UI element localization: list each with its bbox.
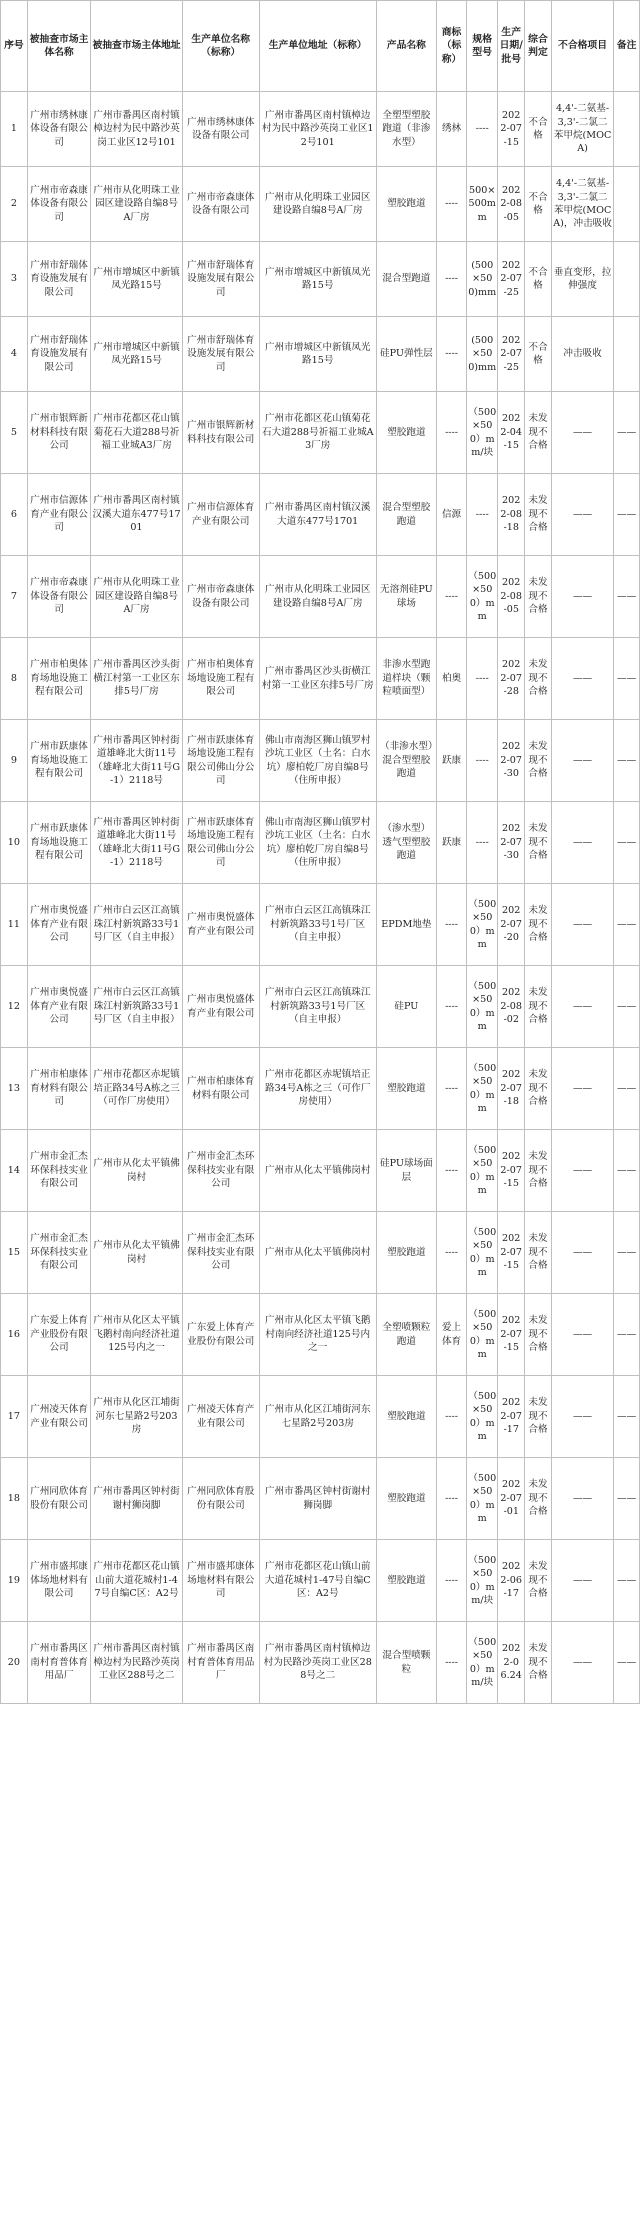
cell-fail-items: —— (551, 392, 613, 474)
cell-producer: 广州市信源体育产业有限公司 (182, 474, 259, 556)
cell-product: 硅PU (376, 966, 436, 1048)
cell-note: —— (614, 638, 640, 720)
cell-verdict: 未发现不合格 (525, 474, 552, 556)
cell-address: 广州市番禺区南村镇樟边村为民中路沙英岗工业区12号101 (91, 92, 182, 167)
cell-fail-items: —— (551, 1294, 613, 1376)
cell-no: 16 (1, 1294, 28, 1376)
cell-producer-address: 广州市白云区江高镇珠江村新筑路33号1号厂区（自主申报） (259, 884, 376, 966)
cell-address: 广州市番禺区南村镇樟边村为民路沙英岗工业区288号之二 (91, 1622, 182, 1704)
cell-spec: ---- (467, 638, 498, 720)
cell-product: 硅PU球场面层 (376, 1130, 436, 1212)
cell-spec: （500×500）mm/块 (467, 1622, 498, 1704)
cell-no: 17 (1, 1376, 28, 1458)
cell-fail-items: 4,4'-二氨基-3,3'-二氯二苯甲烷(MOCA)，冲击吸收 (551, 167, 613, 242)
cell-producer-address: 广州市花都区花山镇山前大道花城村1-47号自编C区：A2号 (259, 1540, 376, 1622)
table-row (1, 1622, 640, 1704)
cell-producer-address: 佛山市南海区狮山镇罗村沙坑工业区（土名：白水坑）廖柏乾厂房自编8号（住所申报） (259, 720, 376, 802)
cell-date: 2022-07-25 (498, 317, 525, 392)
table-row (1, 167, 640, 242)
cell-address: 广州市番禺区南村镇汉溪大道东477号1701 (91, 474, 182, 556)
cell-address: 广州市花都区花山镇菊花石大道288号祈福工业城A3厂房 (91, 392, 182, 474)
header-row (1, 1, 640, 92)
cell-fail-items: —— (551, 474, 613, 556)
cell-brand: ---- (437, 242, 467, 317)
cell-subject: 广州市舒瑞体育设施发展有限公司 (27, 317, 91, 392)
cell-no: 9 (1, 720, 28, 802)
cell-fail-items: —— (551, 884, 613, 966)
cell-product: 塑胶跑道 (376, 392, 436, 474)
cell-verdict: 未发现不合格 (525, 720, 552, 802)
cell-spec: ---- (467, 474, 498, 556)
cell-date: 2022-08-05 (498, 556, 525, 638)
cell-product: 塑胶跑道 (376, 1212, 436, 1294)
cell-note: —— (614, 1130, 640, 1212)
cell-no: 1 (1, 92, 28, 167)
cell-no: 15 (1, 1212, 28, 1294)
cell-product: 硅PU弹性层 (376, 317, 436, 392)
cell-fail-items: 冲击吸收 (551, 317, 613, 392)
cell-date: 2022-07-25 (498, 242, 525, 317)
cell-spec: （500×500）mm/块 (467, 392, 498, 474)
cell-address: 广州市增城区中新镇凤光路15号 (91, 317, 182, 392)
cell-spec: （500×500）mm (467, 1294, 498, 1376)
cell-verdict: 不合格 (525, 242, 552, 317)
cell-verdict: 未发现不合格 (525, 1376, 552, 1458)
cell-brand: 爱上体育 (437, 1294, 467, 1376)
table-row (1, 242, 640, 317)
cell-producer: 广州市帝森康体设备有限公司 (182, 167, 259, 242)
cell-producer-address: 广州市番禺区南村镇汉溪大道东477号1701 (259, 474, 376, 556)
cell-producer-address: 广州市番禺区钟村街谢村狮岗脚 (259, 1458, 376, 1540)
cell-note: —— (614, 1622, 640, 1704)
cell-subject: 广东爱上体育产业股份有限公司 (27, 1294, 91, 1376)
cell-verdict: 不合格 (525, 167, 552, 242)
cell-date: 2022-07-30 (498, 720, 525, 802)
cell-spec: (500×500)mm (467, 242, 498, 317)
cell-product: 混合型塑胶跑道 (376, 474, 436, 556)
cell-product: 塑胶跑道 (376, 1540, 436, 1622)
cell-producer: 广州凌天体育产业有限公司 (182, 1376, 259, 1458)
cell-address: 广州市从化太平镇佛岗村 (91, 1212, 182, 1294)
header-fail-items: 不合格项目 (551, 1, 613, 92)
cell-no: 4 (1, 317, 28, 392)
cell-producer: 广州市金汇杰环保科技实业有限公司 (182, 1212, 259, 1294)
cell-brand: 跃康 (437, 720, 467, 802)
cell-brand: ---- (437, 1540, 467, 1622)
cell-verdict: 未发现不合格 (525, 1212, 552, 1294)
table-row (1, 1376, 640, 1458)
cell-address: 广州市从化太平镇佛岗村 (91, 1130, 182, 1212)
cell-subject: 广州市金汇杰环保科技实业有限公司 (27, 1212, 91, 1294)
cell-brand: ---- (437, 966, 467, 1048)
table-row (1, 720, 640, 802)
cell-address: 广州市从化区江埔街河东七星路2号203房 (91, 1376, 182, 1458)
cell-address: 广州市从化明珠工业园区建设路自编8号A厂房 (91, 167, 182, 242)
cell-address: 广州市番禺区钟村街道雄峰北大街11号（雄峰北大街11号G-1）2118号 (91, 720, 182, 802)
table-row (1, 1130, 640, 1212)
cell-brand: ---- (437, 1130, 467, 1212)
cell-spec: ---- (467, 802, 498, 884)
cell-product: EPDM地垫 (376, 884, 436, 966)
cell-brand: ---- (437, 392, 467, 474)
cell-producer-address: 广州市番禺区南村镇樟边村为民路沙英岗工业区288号之二 (259, 1622, 376, 1704)
cell-producer-address: 广州市从化太平镇佛岗村 (259, 1130, 376, 1212)
cell-brand: 跃康 (437, 802, 467, 884)
cell-producer-address: 广州市从化区江埔街河东七星路2号203房 (259, 1376, 376, 1458)
cell-brand: ---- (437, 1458, 467, 1540)
table-row (1, 1212, 640, 1294)
cell-subject: 广州市柏康体育材料有限公司 (27, 1048, 91, 1130)
cell-spec: ---- (467, 720, 498, 802)
cell-date: 2022-04-15 (498, 392, 525, 474)
cell-producer: 广州市跃康体育场地设施工程有限公司佛山分公司 (182, 720, 259, 802)
cell-date: 2022-07-20 (498, 884, 525, 966)
cell-no: 7 (1, 556, 28, 638)
cell-date: 2022-07-15 (498, 1212, 525, 1294)
cell-producer: 广州市柏康体育材料有限公司 (182, 1048, 259, 1130)
cell-note: —— (614, 720, 640, 802)
cell-subject: 广州市金汇杰环保科技实业有限公司 (27, 1130, 91, 1212)
header-producer-address: 生产单位地址（标称） (259, 1, 376, 92)
cell-producer: 广州市绣林康体设备有限公司 (182, 92, 259, 167)
cell-subject: 广州同欣体育股份有限公司 (27, 1458, 91, 1540)
cell-spec: （500×500）mm (467, 556, 498, 638)
table-row (1, 392, 640, 474)
cell-product: 塑胶跑道 (376, 1376, 436, 1458)
cell-no: 6 (1, 474, 28, 556)
cell-producer-address: 广州市从化明珠工业园区建设路自编8号A厂房 (259, 556, 376, 638)
cell-subject: 广州市帝森康体设备有限公司 (27, 556, 91, 638)
cell-subject: 广州市跃康体育场地设施工程有限公司 (27, 802, 91, 884)
cell-producer-address: 广州市白云区江高镇珠江村新筑路33号1号厂区（自主申报） (259, 966, 376, 1048)
cell-producer: 广东爱上体育产业股份有限公司 (182, 1294, 259, 1376)
cell-verdict: 未发现不合格 (525, 884, 552, 966)
cell-subject: 广州市奥悦盛体育产业有限公司 (27, 966, 91, 1048)
cell-spec: （500×500）mm/块 (467, 1540, 498, 1622)
cell-producer-address: 广州市花都区赤坭镇培正路34号A栋之三（可作厂房使用） (259, 1048, 376, 1130)
cell-product: （渗水型）透气型塑胶跑道 (376, 802, 436, 884)
cell-no: 10 (1, 802, 28, 884)
cell-producer: 广州同欣体育股份有限公司 (182, 1458, 259, 1540)
cell-producer-address: 广州市增城区中新镇凤光路15号 (259, 317, 376, 392)
cell-date: 2022-07-15 (498, 92, 525, 167)
cell-spec: （500×500）mm (467, 1458, 498, 1540)
cell-note: —— (614, 1376, 640, 1458)
table-row (1, 638, 640, 720)
cell-subject: 广州市番禺区南村育普体育用品厂 (27, 1622, 91, 1704)
cell-subject: 广州市帝森康体设备有限公司 (27, 167, 91, 242)
cell-product: 非渗水型跑道样块（颗粒喷面型） (376, 638, 436, 720)
cell-producer-address: 广州市从化区太平镇飞鹅村南向经济社道125号内之一 (259, 1294, 376, 1376)
cell-date: 2022-06-17 (498, 1540, 525, 1622)
cell-date: 2022-07-15 (498, 1130, 525, 1212)
cell-subject: 广州市盛邦康体场地材料有限公司 (27, 1540, 91, 1622)
cell-producer-address: 广州市从化明珠工业园区建设路自编8号A厂房 (259, 167, 376, 242)
header-product: 产品名称 (376, 1, 436, 92)
cell-product: 全塑喷颗粒跑道 (376, 1294, 436, 1376)
cell-product: 混合型跑道 (376, 242, 436, 317)
cell-product: 无溶剂硅PU球场 (376, 556, 436, 638)
cell-no: 3 (1, 242, 28, 317)
cell-verdict: 未发现不合格 (525, 1048, 552, 1130)
cell-spec: （500×500）mm (467, 884, 498, 966)
cell-producer-address: 广州市花都区花山镇菊花石大道288号祈福工业城A3厂房 (259, 392, 376, 474)
cell-spec: （500×500）mm (467, 1376, 498, 1458)
cell-product: （非渗水型）混合型塑胶跑道 (376, 720, 436, 802)
cell-brand: ---- (437, 1376, 467, 1458)
cell-verdict: 未发现不合格 (525, 392, 552, 474)
cell-note: —— (614, 884, 640, 966)
cell-address: 广州市从化区太平镇飞鹅村南向经济社道125号内之一 (91, 1294, 182, 1376)
cell-date: 2022-08-18 (498, 474, 525, 556)
cell-brand: 柏奥 (437, 638, 467, 720)
cell-fail-items: —— (551, 556, 613, 638)
cell-brand: ---- (437, 317, 467, 392)
cell-subject: 广州市绣林康体设备有限公司 (27, 92, 91, 167)
table-row (1, 317, 640, 392)
cell-producer-address: 佛山市南海区狮山镇罗村沙坑工业区（土名：白水坑）廖柏乾厂房自编8号（住所申报） (259, 802, 376, 884)
cell-address: 广州市花都区花山镇山前大道花城村1-47号自编C区：A2号 (91, 1540, 182, 1622)
cell-address: 广州市白云区江高镇珠江村新筑路33号1号厂区（自主申报） (91, 884, 182, 966)
cell-date: 2022-07-18 (498, 1048, 525, 1130)
cell-date: 2022-07-28 (498, 638, 525, 720)
cell-spec: （500×500）mm (467, 1130, 498, 1212)
cell-no: 14 (1, 1130, 28, 1212)
cell-producer: 广州市盛邦康体场地材料有限公司 (182, 1540, 259, 1622)
cell-product: 塑胶跑道 (376, 167, 436, 242)
cell-note: —— (614, 1294, 640, 1376)
cell-product: 塑胶跑道 (376, 1458, 436, 1540)
cell-producer: 广州市帝森康体设备有限公司 (182, 556, 259, 638)
cell-verdict: 未发现不合格 (525, 1540, 552, 1622)
cell-verdict: 未发现不合格 (525, 1294, 552, 1376)
cell-producer: 广州市金汇杰环保科技实业有限公司 (182, 1130, 259, 1212)
cell-subject: 广州市银辉新材料科技有限公司 (27, 392, 91, 474)
cell-date: 2022-07-30 (498, 802, 525, 884)
cell-brand: ---- (437, 556, 467, 638)
cell-note: —— (614, 1540, 640, 1622)
cell-date: 2022-08-05 (498, 167, 525, 242)
cell-producer: 广州市奥悦盛体育产业有限公司 (182, 884, 259, 966)
cell-no: 18 (1, 1458, 28, 1540)
cell-subject: 广州市奥悦盛体育产业有限公司 (27, 884, 91, 966)
cell-fail-items: —— (551, 1622, 613, 1704)
cell-address: 广州市番禺区沙头街横江村第一工业区东排5号厂房 (91, 638, 182, 720)
cell-fail-items: —— (551, 1130, 613, 1212)
cell-fail-items: —— (551, 1540, 613, 1622)
header-note: 备注 (614, 1, 640, 92)
cell-verdict: 未发现不合格 (525, 638, 552, 720)
cell-note (614, 167, 640, 242)
cell-no: 5 (1, 392, 28, 474)
cell-spec: ---- (467, 92, 498, 167)
cell-fail-items: —— (551, 1458, 613, 1540)
cell-no: 20 (1, 1622, 28, 1704)
cell-product: 全塑型塑胶跑道（非渗水型） (376, 92, 436, 167)
cell-note: —— (614, 474, 640, 556)
cell-note: —— (614, 1048, 640, 1130)
table-row (1, 802, 640, 884)
cell-verdict: 未发现不合格 (525, 1458, 552, 1540)
cell-verdict: 未发现不合格 (525, 966, 552, 1048)
cell-producer: 广州市奥悦盛体育产业有限公司 (182, 966, 259, 1048)
cell-producer: 广州市番禺区南村育普体育用品厂 (182, 1622, 259, 1704)
cell-no: 2 (1, 167, 28, 242)
cell-address: 广州市花都区赤坭镇培正路34号A栋之三（可作厂房使用） (91, 1048, 182, 1130)
cell-brand: ---- (437, 884, 467, 966)
table-row (1, 556, 640, 638)
cell-address: 广州市白云区江高镇珠江村新筑路33号1号厂区（自主申报） (91, 966, 182, 1048)
table-row (1, 884, 640, 966)
cell-spec: （500×500）mm (467, 966, 498, 1048)
cell-verdict: 未发现不合格 (525, 556, 552, 638)
header-no: 序号 (1, 1, 28, 92)
cell-fail-items: 4,4'-二氨基-3,3'-二氯二苯甲烷(MOCA) (551, 92, 613, 167)
table-row (1, 1540, 640, 1622)
cell-note (614, 242, 640, 317)
cell-fail-items: —— (551, 966, 613, 1048)
cell-producer: 广州市跃康体育场地设施工程有限公司佛山分公司 (182, 802, 259, 884)
header-subject: 被抽查市场主体名称 (27, 1, 91, 92)
cell-note: —— (614, 802, 640, 884)
cell-producer-address: 广州市番禺区沙头街横江村第一工业区东排5号厂房 (259, 638, 376, 720)
table-row (1, 966, 640, 1048)
cell-note: —— (614, 392, 640, 474)
cell-fail-items: —— (551, 1376, 613, 1458)
cell-producer: 广州市柏奥体育场地设施工程有限公司 (182, 638, 259, 720)
cell-no: 8 (1, 638, 28, 720)
cell-fail-items: —— (551, 720, 613, 802)
cell-address: 广州市番禺区钟村街道雄峰北大街11号（雄峰北大街11号G-1）2118号 (91, 802, 182, 884)
cell-producer: 广州市银辉新材料科技有限公司 (182, 392, 259, 474)
header-spec: 规格型号 (467, 1, 498, 92)
cell-date: 2022-07-15 (498, 1294, 525, 1376)
cell-subject: 广州市跃康体育场地设施工程有限公司 (27, 720, 91, 802)
header-address: 被抽查市场主体地址 (91, 1, 182, 92)
cell-brand: ---- (437, 1212, 467, 1294)
cell-producer-address: 广州市增城区中新镇凤光路15号 (259, 242, 376, 317)
table-row (1, 474, 640, 556)
cell-date: 2022-06.24 (498, 1622, 525, 1704)
cell-spec: (500×500)mm (467, 317, 498, 392)
cell-subject: 广州市信源体育产业有限公司 (27, 474, 91, 556)
cell-producer-address: 广州市从化太平镇佛岗村 (259, 1212, 376, 1294)
table-row (1, 92, 640, 167)
cell-brand: ---- (437, 1622, 467, 1704)
header-verdict: 综合判定 (525, 1, 552, 92)
cell-product: 塑胶跑道 (376, 1048, 436, 1130)
cell-address: 广州市番禺区钟村街谢村狮岗脚 (91, 1458, 182, 1540)
cell-verdict: 未发现不合格 (525, 1130, 552, 1212)
header-brand: 商标（标称） (437, 1, 467, 92)
cell-address: 广州市增城区中新镇凤光路15号 (91, 242, 182, 317)
cell-no: 11 (1, 884, 28, 966)
cell-address: 广州市从化明珠工业园区建设路自编8号A厂房 (91, 556, 182, 638)
cell-note (614, 317, 640, 392)
cell-product: 混合型喷颗粒 (376, 1622, 436, 1704)
cell-note: —— (614, 556, 640, 638)
cell-brand: ---- (437, 1048, 467, 1130)
header-date: 生产日期/批号 (498, 1, 525, 92)
cell-spec: 500×500mm (467, 167, 498, 242)
cell-verdict: 未发现不合格 (525, 802, 552, 884)
cell-note: —— (614, 1212, 640, 1294)
cell-producer-address: 广州市番禺区南村镇樟边村为民中路沙英岗工业区12号101 (259, 92, 376, 167)
cell-verdict: 未发现不合格 (525, 1622, 552, 1704)
cell-fail-items: 垂直变形，拉伸强度 (551, 242, 613, 317)
cell-date: 2022-07-01 (498, 1458, 525, 1540)
cell-producer: 广州市舒瑞体育设施发展有限公司 (182, 242, 259, 317)
table-row (1, 1048, 640, 1130)
cell-no: 13 (1, 1048, 28, 1130)
cell-verdict: 不合格 (525, 317, 552, 392)
cell-note (614, 92, 640, 167)
cell-fail-items: —— (551, 802, 613, 884)
cell-brand: 信源 (437, 474, 467, 556)
header-producer: 生产单位名称（标称） (182, 1, 259, 92)
cell-note: —— (614, 1458, 640, 1540)
cell-no: 19 (1, 1540, 28, 1622)
table-row (1, 1294, 640, 1376)
cell-fail-items: —— (551, 1048, 613, 1130)
cell-producer: 广州市舒瑞体育设施发展有限公司 (182, 317, 259, 392)
cell-verdict: 不合格 (525, 92, 552, 167)
cell-spec: （500×500）mm (467, 1212, 498, 1294)
cell-subject: 广州市舒瑞体育设施发展有限公司 (27, 242, 91, 317)
cell-brand: 绣林 (437, 92, 467, 167)
cell-subject: 广州凌天体育产业有限公司 (27, 1376, 91, 1458)
cell-note: —— (614, 966, 640, 1048)
cell-date: 2022-08-02 (498, 966, 525, 1048)
cell-brand: ---- (437, 167, 467, 242)
cell-subject: 广州市柏奥体育场地设施工程有限公司 (27, 638, 91, 720)
cell-no: 12 (1, 966, 28, 1048)
cell-spec: （500×500）mm (467, 1048, 498, 1130)
cell-fail-items: —— (551, 638, 613, 720)
cell-date: 2022-07-17 (498, 1376, 525, 1458)
table-row (1, 1458, 640, 1540)
cell-fail-items: —— (551, 1212, 613, 1294)
